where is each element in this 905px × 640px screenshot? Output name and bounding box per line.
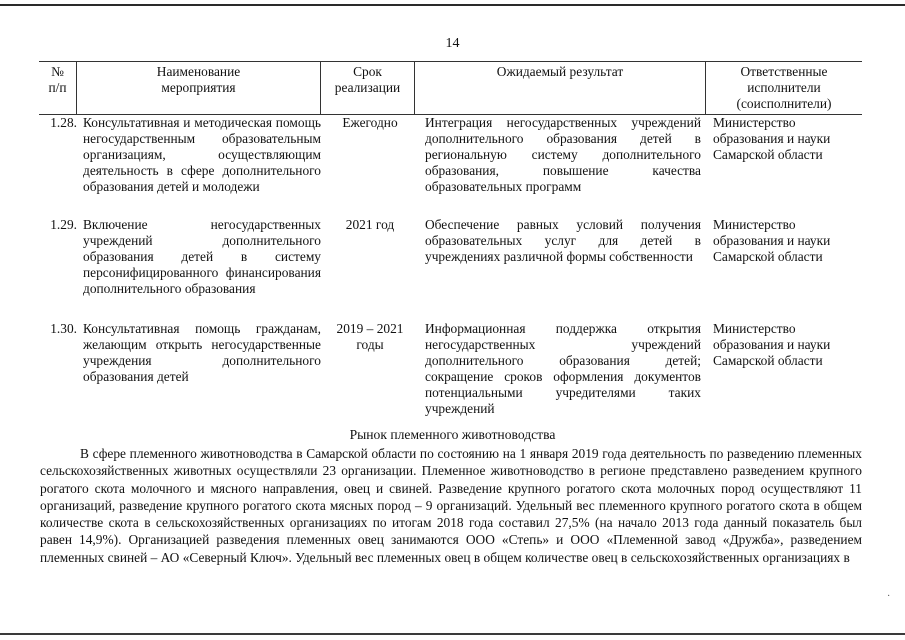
expected-result: Обеспечение равных условий получения образовательных услуг для детей в учреждениях различной формы собственности [425,217,701,264]
responsible-executors: Министерство образования и науки Самарской области [713,321,831,368]
header-result: Ожидаемый результат [496,64,624,79]
header-term: Срок реализации [334,64,401,95]
measure-term: 2021 год [345,217,395,232]
page-number: 14 [445,36,460,51]
bottom-border-line [0,633,905,635]
header-name: Наименование мероприятия [156,64,241,95]
section-title: Рынок племенного животноводства [349,427,556,442]
table-header [39,61,862,115]
expected-result: Интеграция негосударственных учреждений дополнительного образования детей в региональную систему дополнительного образования, повышение качества образовательных программ [425,115,701,194]
measure-name: Включение негосударственных учреждений дополнительного образования детей в систему персонифицированного финансирования дополнительного образования [83,217,321,296]
responsible-executors: Министерство образования и науки Самарской области [713,115,831,162]
row-number: 1.30. [50,321,77,336]
row-number: 1.29. [50,217,77,232]
body-paragraph: В сфере племенного животноводства в Самарской области по состоянию на 1 января 2019 года деятельность по разведению племенных сельскохозяйственных животных осуществляли 23 организации. Племенное животноводство в регионе представлено разведением крупного рогатого скота молочного и мясного направления, овец и свиней. Разведение крупного рогатого скота молочных пород осуществляют 11 организаций, разведение крупного рогатого скота мясных пород – 9 организаций. Удельный вес племенного крупного рогатого скота в общем количестве скота в сельскохозяйственных организациях по итогам 2018 года составил 27,5% (на начало 2013 года данный показатель был равен 14,9%). Организацией разведения племенных овец занимаются ООО «Степь» и ООО «Племенной завод «Дружба», разведением племенных свиней – АО «Северный Ключ». Удельный вес племенных овец в общем количестве овец в сельскохозяйственных организациях в [40,446,862,565]
margin-mark: · [887,591,891,602]
table-row [39,115,862,217]
header-responsible: Ответственные исполнители (соисполнители) [736,64,832,111]
row-number: 1.28. [50,115,77,130]
top-border-line [0,4,905,6]
measure-name: Консультативная помощь гражданам, желающим открыть негосударственные учреждения дополнительного образования детей [83,321,321,384]
table-row [39,321,862,421]
measure-term: 2019 – 2021 годы [336,321,404,352]
header-num: № п/п [48,64,67,95]
table-row [39,217,862,321]
expected-result: Информационная поддержка открытия негосударственных учреждений дополнительного образования детей; сокращение сроков оформления документов потенциальными учредителями таких учреждений [425,321,701,416]
measure-name: Консультативная и методическая помощь негосударственным образовательным организациям, осуществляющим деятельность в сфере дополнительного образования детей и молодежи [83,115,321,194]
responsible-executors: Министерство образования и науки Самарской области [713,217,831,264]
measures-table [39,61,862,421]
measure-term: Ежегодно [342,115,398,130]
